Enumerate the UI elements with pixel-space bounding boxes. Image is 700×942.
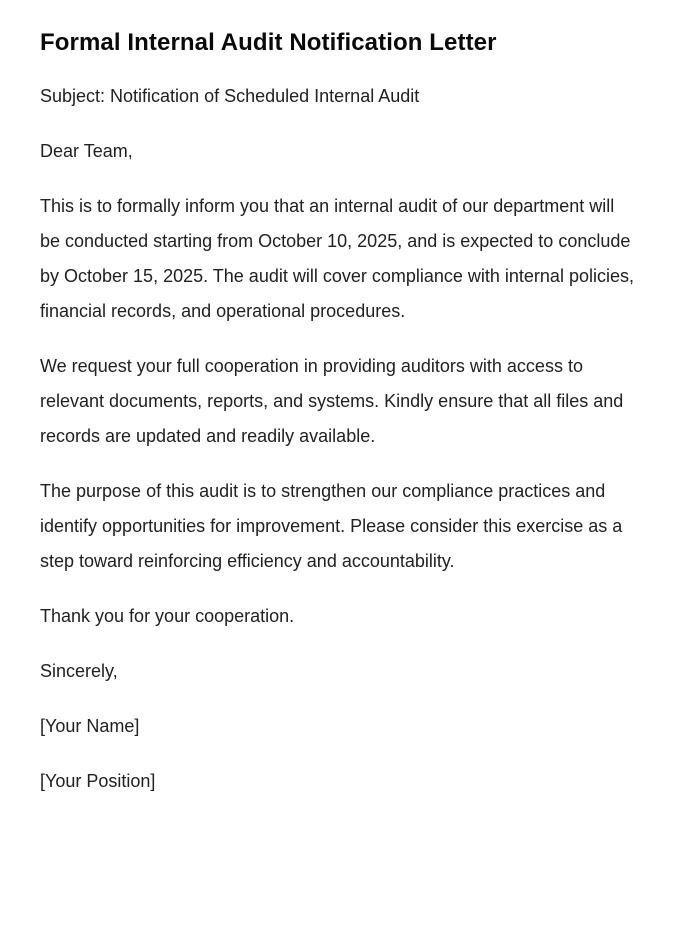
body-paragraph-purpose: The purpose of this audit is to strengthen our compliance practices and identify opportunities for improvement. Please consider this exercise as a step toward reinforcing efficiency and accountability. bbox=[40, 481, 623, 571]
body-paragraph-audit-schedule: This is to formally inform you that an internal audit of our department will be conducted starting from October 10, 2025, and is expected to conclude by October 15, 2025. The audit will cover compliance with internal policies, financial records, and operational procedures. bbox=[40, 196, 634, 321]
salutation: Dear Team, bbox=[40, 141, 133, 161]
body-paragraph-cooperation-request: We request your full cooperation in providing auditors with access to relevant documents, reports, and systems. Kindly ensure that all files and records are updated and readily available. bbox=[40, 356, 624, 446]
page-title: Formal Internal Audit Notification Letter bbox=[40, 29, 497, 56]
signature-name-placeholder: [Your Name] bbox=[40, 716, 140, 736]
closing-thanks: Thank you for your cooperation. bbox=[40, 606, 295, 626]
signature-position-placeholder: [Your Position] bbox=[40, 771, 156, 791]
subject-line: Subject: Notification of Scheduled Internal Audit bbox=[40, 86, 420, 106]
signoff: Sincerely, bbox=[40, 661, 118, 681]
letter-document bbox=[40, 27, 636, 799]
